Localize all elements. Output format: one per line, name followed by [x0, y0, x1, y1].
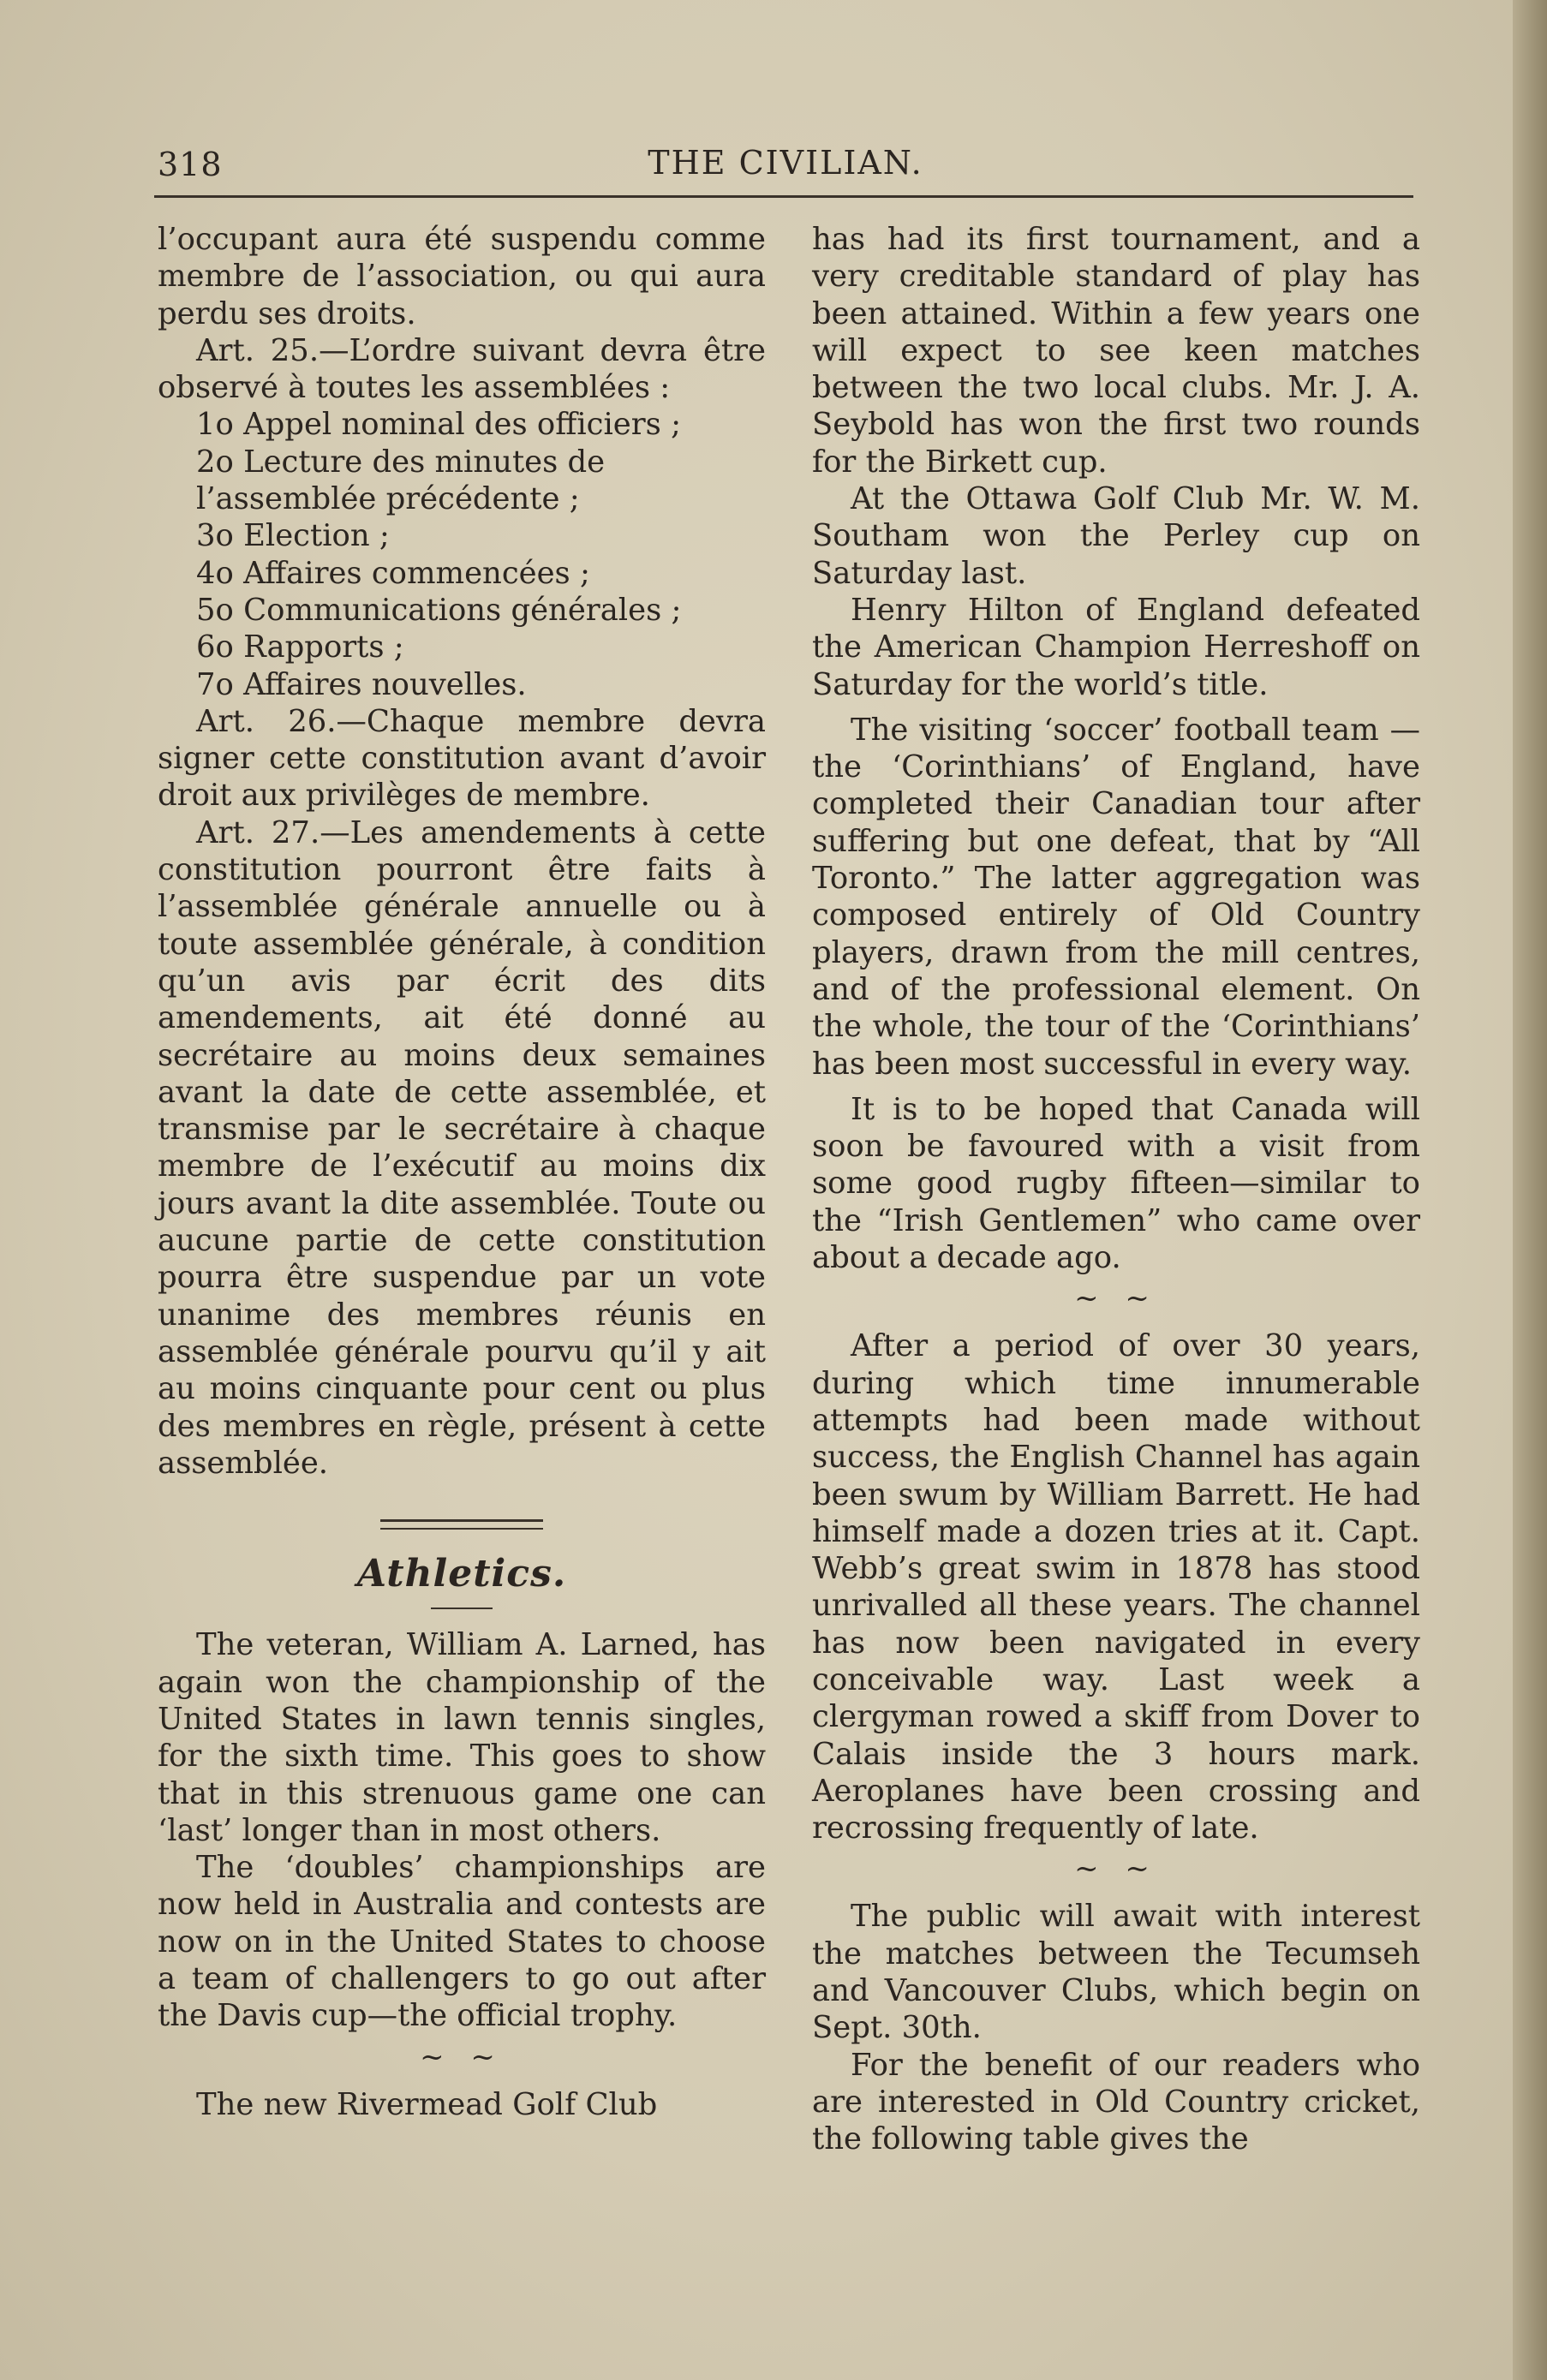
paragraph: l’occupant aura été suspendu comme membre de l’association, ou qui aura perdu ses droits. — [158, 222, 766, 331]
paragraph: Art. 25.—L’ordre suivant devra être observé à toutes les assemblées : — [158, 332, 766, 406]
list-item: 2o Lecture des minutes de l’assemblée précédente ; — [196, 444, 606, 517]
paragraph: has had its first tournament, and a very creditable standard of play has been attained. Within a few years one will expect to see keen matches between the two local clubs. Mr. J. A. Seybold has won the first two rounds for the Birkett cup. — [812, 222, 1420, 480]
list-item: 5o Communications générales ; — [196, 592, 682, 628]
paragraph: The public will await with interest the matches between the Tecumseh and Vancouver Clubs, which begin on Sept. 30th. — [812, 1899, 1420, 2046]
ornament-divider: ~ ~ — [1074, 1852, 1158, 1887]
section-heading: Athletics. — [356, 1552, 567, 1596]
right-column — [812, 221, 1420, 2158]
ornament-divider: ~ ~ — [420, 2039, 504, 2074]
header-rule — [154, 195, 1413, 198]
list-item: 6o Rapports ; — [196, 629, 404, 665]
paragraph: Art. 26.—Chaque membre devra signer cette constitution avant d’avoir droit aux privilèges de membre. — [158, 703, 766, 814]
paragraph: The new Rivermead Golf Club — [196, 2086, 658, 2122]
section-divider — [380, 1519, 543, 1530]
paragraph: After a period of over 30 years, during which time innumerable attempts had been made without success, the English Channel has again been swum by William Barrett. He had himself made a dozen tries at it. Capt. Webb’s great swim in 1878 has stood unrivalled all these years. The channel has now been navigated in every conceivable way. Last week a clergyman rowed a skiff from Dover to Calais inside the 3 hours mark. Aeroplanes have been crossing and recrossing frequently of late. — [812, 1328, 1420, 1846]
paragraph: The ‘doubles’ championships are now held in Australia and contests are now on in the United States to choose a team of challengers to go out after the Davis cup—the official trophy. — [158, 1850, 766, 2034]
paragraph: Art. 27.—Les amendements à cette constitution pourront être faits à l’assemblée générale annuelle ou à toute assemblée générale, à condition qu’un avis par écrit des dits amendements, ait été donné au secrétaire au moins deux semaines avant la date de cette assemblée, et transmise par le secrétaire à chaque membre de l’exécutif au moins dix jours avant la dite assemblée. Toute ou aucune partie de cette constitution pourra être suspendue par un vote unanime des membres réunis en assemblée générale pourvu qu’il y ait au moins cinquante pour cent ou plus des membres en règle, présent à cette assemblée. — [158, 814, 766, 1481]
page-edge — [1513, 0, 1547, 2380]
paragraph: The veteran, William A. Larned, has again won the championship of the United States in lawn tennis singles, for the sixth time. This goes to show that in this strenuous game one can ‘last’ longer than in most others. — [158, 1627, 766, 1848]
paragraph: At the Ottawa Golf Club Mr. W. M. Southam won the Perley cup on Saturday last. — [812, 481, 1420, 591]
page-number: 318 — [158, 146, 223, 183]
left-column — [158, 221, 766, 2123]
paragraph: The visiting ‘soccer’ football team —the ‘Corinthians’ of England, have completed their Canadian tour after suffering but one defeat, that by “All Toronto.” The latter aggregation was composed entirely of Old Country players, drawn from the mill centres, and of the professional element. On the whole, the tour of the ‘Corinthians’ has been most successful in every way. — [812, 712, 1420, 1082]
paragraph: It is to be hoped that Canada will soon be favoured with a visit from some good rugby fifteen—similar to the “Irish Gentlemen” who came over about a decade ago. — [812, 1091, 1420, 1276]
list-item: 4o Affaires commencées ; — [196, 555, 590, 591]
page-header — [158, 137, 1413, 197]
list-item: 7o Affaires nouvelles. — [196, 666, 527, 702]
paragraph: Henry Hilton of England defeated the American Champion Herreshoff on Saturday for the world’s title. — [812, 592, 1420, 702]
heading-underline — [431, 1608, 493, 1609]
ornament-divider: ~ ~ — [1074, 1281, 1158, 1316]
list-item: 1o Appel nominal des officiers ; — [196, 407, 682, 443]
journal-title: THE CIVILIAN. — [648, 144, 923, 182]
paragraph: For the benefit of our readers who are interested in Old Country cricket, the following table gives the — [812, 2047, 1420, 2157]
list-item: 3o Election ; — [196, 518, 390, 554]
